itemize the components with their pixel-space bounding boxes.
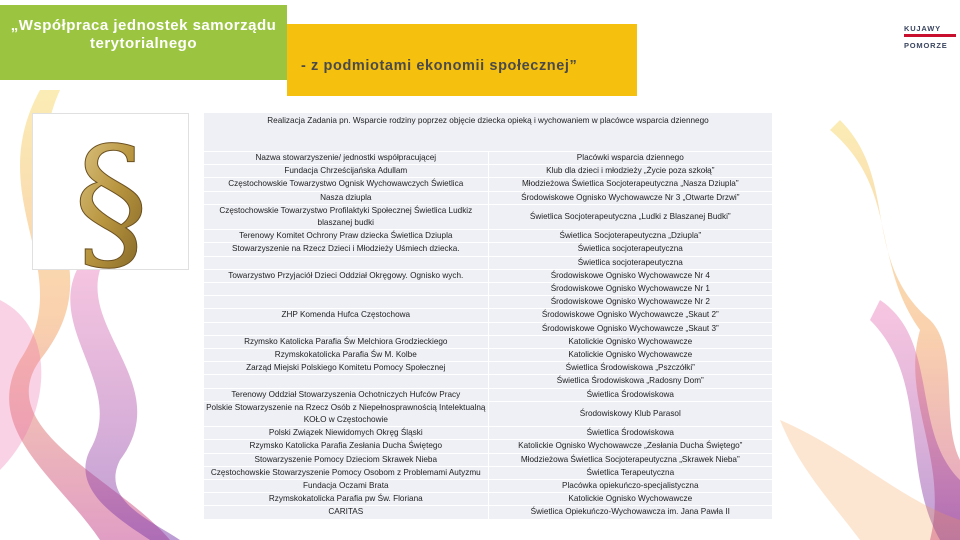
table-row bbox=[204, 427, 773, 440]
cell-right: Świetlica Środowiskowa „Pszczółki” bbox=[488, 362, 772, 375]
cell-left: Częstochowskie Stowarzyszenie Pomocy Osobom z Problemami Autyzmu bbox=[204, 466, 489, 479]
cell-right: Placówka opiekuńczo-specjalistyczna bbox=[488, 480, 772, 493]
cell-left: Polski Związek Niewidomych Okręg Śląski bbox=[204, 427, 489, 440]
table-row bbox=[204, 388, 773, 401]
cell-right: Środowiskowe Ognisko Wychowawcze „Skaut 2” bbox=[488, 309, 772, 322]
paragraph-sign-image bbox=[32, 113, 189, 270]
table-row bbox=[204, 506, 773, 519]
cell-right: Katolickie Ognisko Wychowawcze bbox=[488, 335, 772, 348]
table-row bbox=[204, 309, 773, 322]
title-part-1: „Współpraca jednostek samorządu terytorialnego bbox=[0, 5, 287, 80]
table-row bbox=[204, 204, 773, 229]
cell-right: Świetlica socjoterapeutyczna bbox=[488, 243, 772, 256]
table-row bbox=[204, 440, 773, 453]
cell-right: Klub dla dzieci i młodzieży „Życie poza szkołą” bbox=[488, 165, 772, 178]
kujawy-pomorze-logo bbox=[904, 24, 956, 54]
cell-right: Świetlica Opiekuńczo-Wychowawcza im. Jana Pawła II bbox=[488, 506, 772, 519]
cell-right: Młodzieżowa Świetlica Socjoterapeutyczna „Nasza Dziupla” bbox=[488, 178, 772, 191]
table-row bbox=[204, 362, 773, 375]
table-row bbox=[204, 191, 773, 204]
cell-right: Środowiskowe Ognisko Wychowawcze „Skaut 3” bbox=[488, 322, 772, 335]
table-row bbox=[204, 269, 773, 282]
cell-left: Nazwa stowarzyszenie/ jednostki współpracującej bbox=[204, 152, 489, 165]
cell-left: Fundacja Chrześcijańska Adullam bbox=[204, 165, 489, 178]
cell-left bbox=[204, 256, 489, 269]
table-row bbox=[204, 375, 773, 388]
cell-left: Stowarzyszenie Pomocy Dzieciom Skrawek Nieba bbox=[204, 453, 489, 466]
cell-right: Świetlica Socjoterapeutyczna „Ludki z Blaszanej Budki” bbox=[488, 204, 772, 229]
cell-right: Środowiskowe Ognisko Wychowawcze Nr 2 bbox=[488, 296, 772, 309]
table-row bbox=[204, 296, 773, 309]
cell-left: Częstochowskie Towarzystwo Ognisk Wychowawczych Świetlica bbox=[204, 178, 489, 191]
table-row bbox=[204, 453, 773, 466]
cell-left: Towarzystwo Przyjaciół Dzieci Oddział Okręgowy. Ognisko wych. bbox=[204, 269, 489, 282]
cell-left: Częstochowskie Towarzystwo Profilaktyki Społecznej Świetlica Ludkiz blaszanej budki bbox=[204, 204, 489, 229]
cell-right: Świetlica Środowiskowa „Radosny Dom” bbox=[488, 375, 772, 388]
cell-right: Katolickie Ognisko Wychowawcze bbox=[488, 493, 772, 506]
cell-left bbox=[204, 322, 489, 335]
cell-right: Środowiskowe Ognisko Wychowawcze Nr 1 bbox=[488, 283, 772, 296]
table-row bbox=[204, 243, 773, 256]
cell-left: Stowarzyszenie na Rzecz Dzieci i Młodzieży Uśmiech dziecka. bbox=[204, 243, 489, 256]
cell-left: Rzymskokatolicka Parafia pw Św. Floriana bbox=[204, 493, 489, 506]
table-row bbox=[204, 152, 773, 165]
cell-left: Rzymskokatolicka Parafia Św M. Kolbe bbox=[204, 349, 489, 362]
cell-left: Polskie Stowarzyszenie na Rzecz Osób z Niepełnosprawnością Intelektualną KOŁO w Częstochowie bbox=[204, 401, 489, 426]
organizations-table bbox=[203, 112, 773, 520]
cell-left: Zarząd Miejski Polskiego Komitetu Pomocy Społecznej bbox=[204, 362, 489, 375]
cell-right: Środowiskowe Ognisko Wychowawcze Nr 4 bbox=[488, 269, 772, 282]
table-row bbox=[204, 178, 773, 191]
cell-left: Nasza dziupla bbox=[204, 191, 489, 204]
logo-red-bar bbox=[904, 34, 956, 37]
cell-right: Świetlica Środowiskowa bbox=[488, 388, 772, 401]
table-row bbox=[204, 322, 773, 335]
table-header-row bbox=[204, 113, 773, 152]
cell-left: Rzymsko Katolicka Parafia Św Melchiora Grodzieckiego bbox=[204, 335, 489, 348]
table-header: Realizacja Zadania pn. Wsparcie rodziny poprzez objęcie dziecka opieką i wychowaniem w placówce wsparcia dziennego bbox=[204, 113, 773, 152]
cell-right: Placówki wsparcia dziennego bbox=[488, 152, 772, 165]
cell-left bbox=[204, 296, 489, 309]
logo-line-1: KUJAWY bbox=[904, 24, 941, 33]
cell-right: Świetlica socjoterapeutyczna bbox=[488, 256, 772, 269]
svg-text:§: § bbox=[73, 116, 149, 269]
cell-left bbox=[204, 283, 489, 296]
table-row bbox=[204, 349, 773, 362]
cell-right: Świetlica Środowiskowa bbox=[488, 427, 772, 440]
title-part-2: - z podmiotami ekonomii społecznej” bbox=[287, 24, 637, 96]
table-row bbox=[204, 480, 773, 493]
cell-left: Terenowy Oddział Stowarzyszenia Ochotniczych Hufców Pracy bbox=[204, 388, 489, 401]
cell-right: Świetlica Terapeutyczna bbox=[488, 466, 772, 479]
cell-left: Rzymsko Katolicka Parafia Zesłania Ducha Świętego bbox=[204, 440, 489, 453]
cell-right: Środowiskowy Klub Parasol bbox=[488, 401, 772, 426]
table-row bbox=[204, 256, 773, 269]
table-row bbox=[204, 466, 773, 479]
table-row bbox=[204, 230, 773, 243]
cell-left: Terenowy Komitet Ochrony Praw dziecka Świetlica Dziupla bbox=[204, 230, 489, 243]
table-row bbox=[204, 165, 773, 178]
table-row bbox=[204, 401, 773, 426]
table-row bbox=[204, 283, 773, 296]
table-row bbox=[204, 493, 773, 506]
cell-left bbox=[204, 375, 489, 388]
cell-left: CARITAS bbox=[204, 506, 489, 519]
cell-right: Świetlica Socjoterapeutyczna „Dziupla” bbox=[488, 230, 772, 243]
cell-left: ZHP Komenda Hufca Częstochowa bbox=[204, 309, 489, 322]
logo-line-2: POMORZE bbox=[904, 41, 948, 50]
cell-right: Katolickie Ognisko Wychowawcze „Zesłania Ducha Świętego” bbox=[488, 440, 772, 453]
paragraph-sign-icon bbox=[33, 114, 188, 269]
cell-right: Środowiskowe Ognisko Wychowawcze Nr 3 „Otwarte Drzwi” bbox=[488, 191, 772, 204]
cell-right: Młodzieżowa Świetlica Socjoterapeutyczna „Skrawek Nieba” bbox=[488, 453, 772, 466]
cell-right: Katolickie Ognisko Wychowawcze bbox=[488, 349, 772, 362]
table-row bbox=[204, 335, 773, 348]
cell-left: Fundacja Oczami Brata bbox=[204, 480, 489, 493]
